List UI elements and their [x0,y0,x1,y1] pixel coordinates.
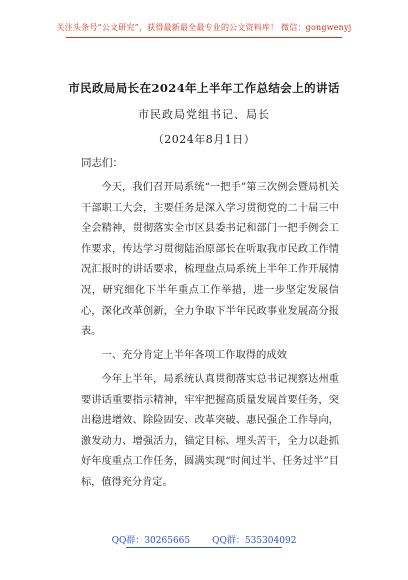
footer-qq-group-1: QQ群：30265665 [111,536,191,546]
document-date: （2024年8月1日） [152,133,256,146]
section-heading-1: 一、充分肯定上半年各项工作取得的成效 [101,349,287,361]
footer-underline [126,547,282,548]
footer [0,533,408,546]
salutation: 同志们： [81,157,123,169]
body-paragraph-1: 今天，我们召开局系统“一把手”第三次例会暨局机关干部职工大会，主要任务是深入学习贯彻党的二十届三中全会精神，贯彻落实全市区县委书记和部门一把手例会工作要求，传达学习贯彻陆治原部长在听取我市民政工作情况汇报时的讲话要求，梳理盘点局系统上半年工作开展情况，研究细化下半年重点工作举措，进一步坚定发展信心，深化改革创新，全力争取下半年民政事业发展高分报表。 [81,182,339,338]
body-paragraph-2: 今年上半年，局系统认真贯彻落实总书记视察达州重要讲话重要指示精神，牢牢把握高质量发展首要任务，突出稳进增效、除险固安、改革突破、惠民强企工作导向，激发动力、增强活力，锚定目标、埋头苦干，全力以赴抓好年度重点工作任务，圆满实现“时间过半、任务过半”目标，值得充分肯定。 [81,374,339,488]
document-author: 市民政局党组书记、局长 [138,108,270,121]
header-divider [66,37,342,38]
footer-qq-group-2: QQ群：535304092 [212,536,297,546]
document-title: 市民政局局长在2024年上半年工作总结会上的讲话 [68,81,340,95]
header-banner: 关注头条号“公文研究”，获得最新最全最专业的公文资料库！ 微信：gongwenyj [56,23,352,32]
